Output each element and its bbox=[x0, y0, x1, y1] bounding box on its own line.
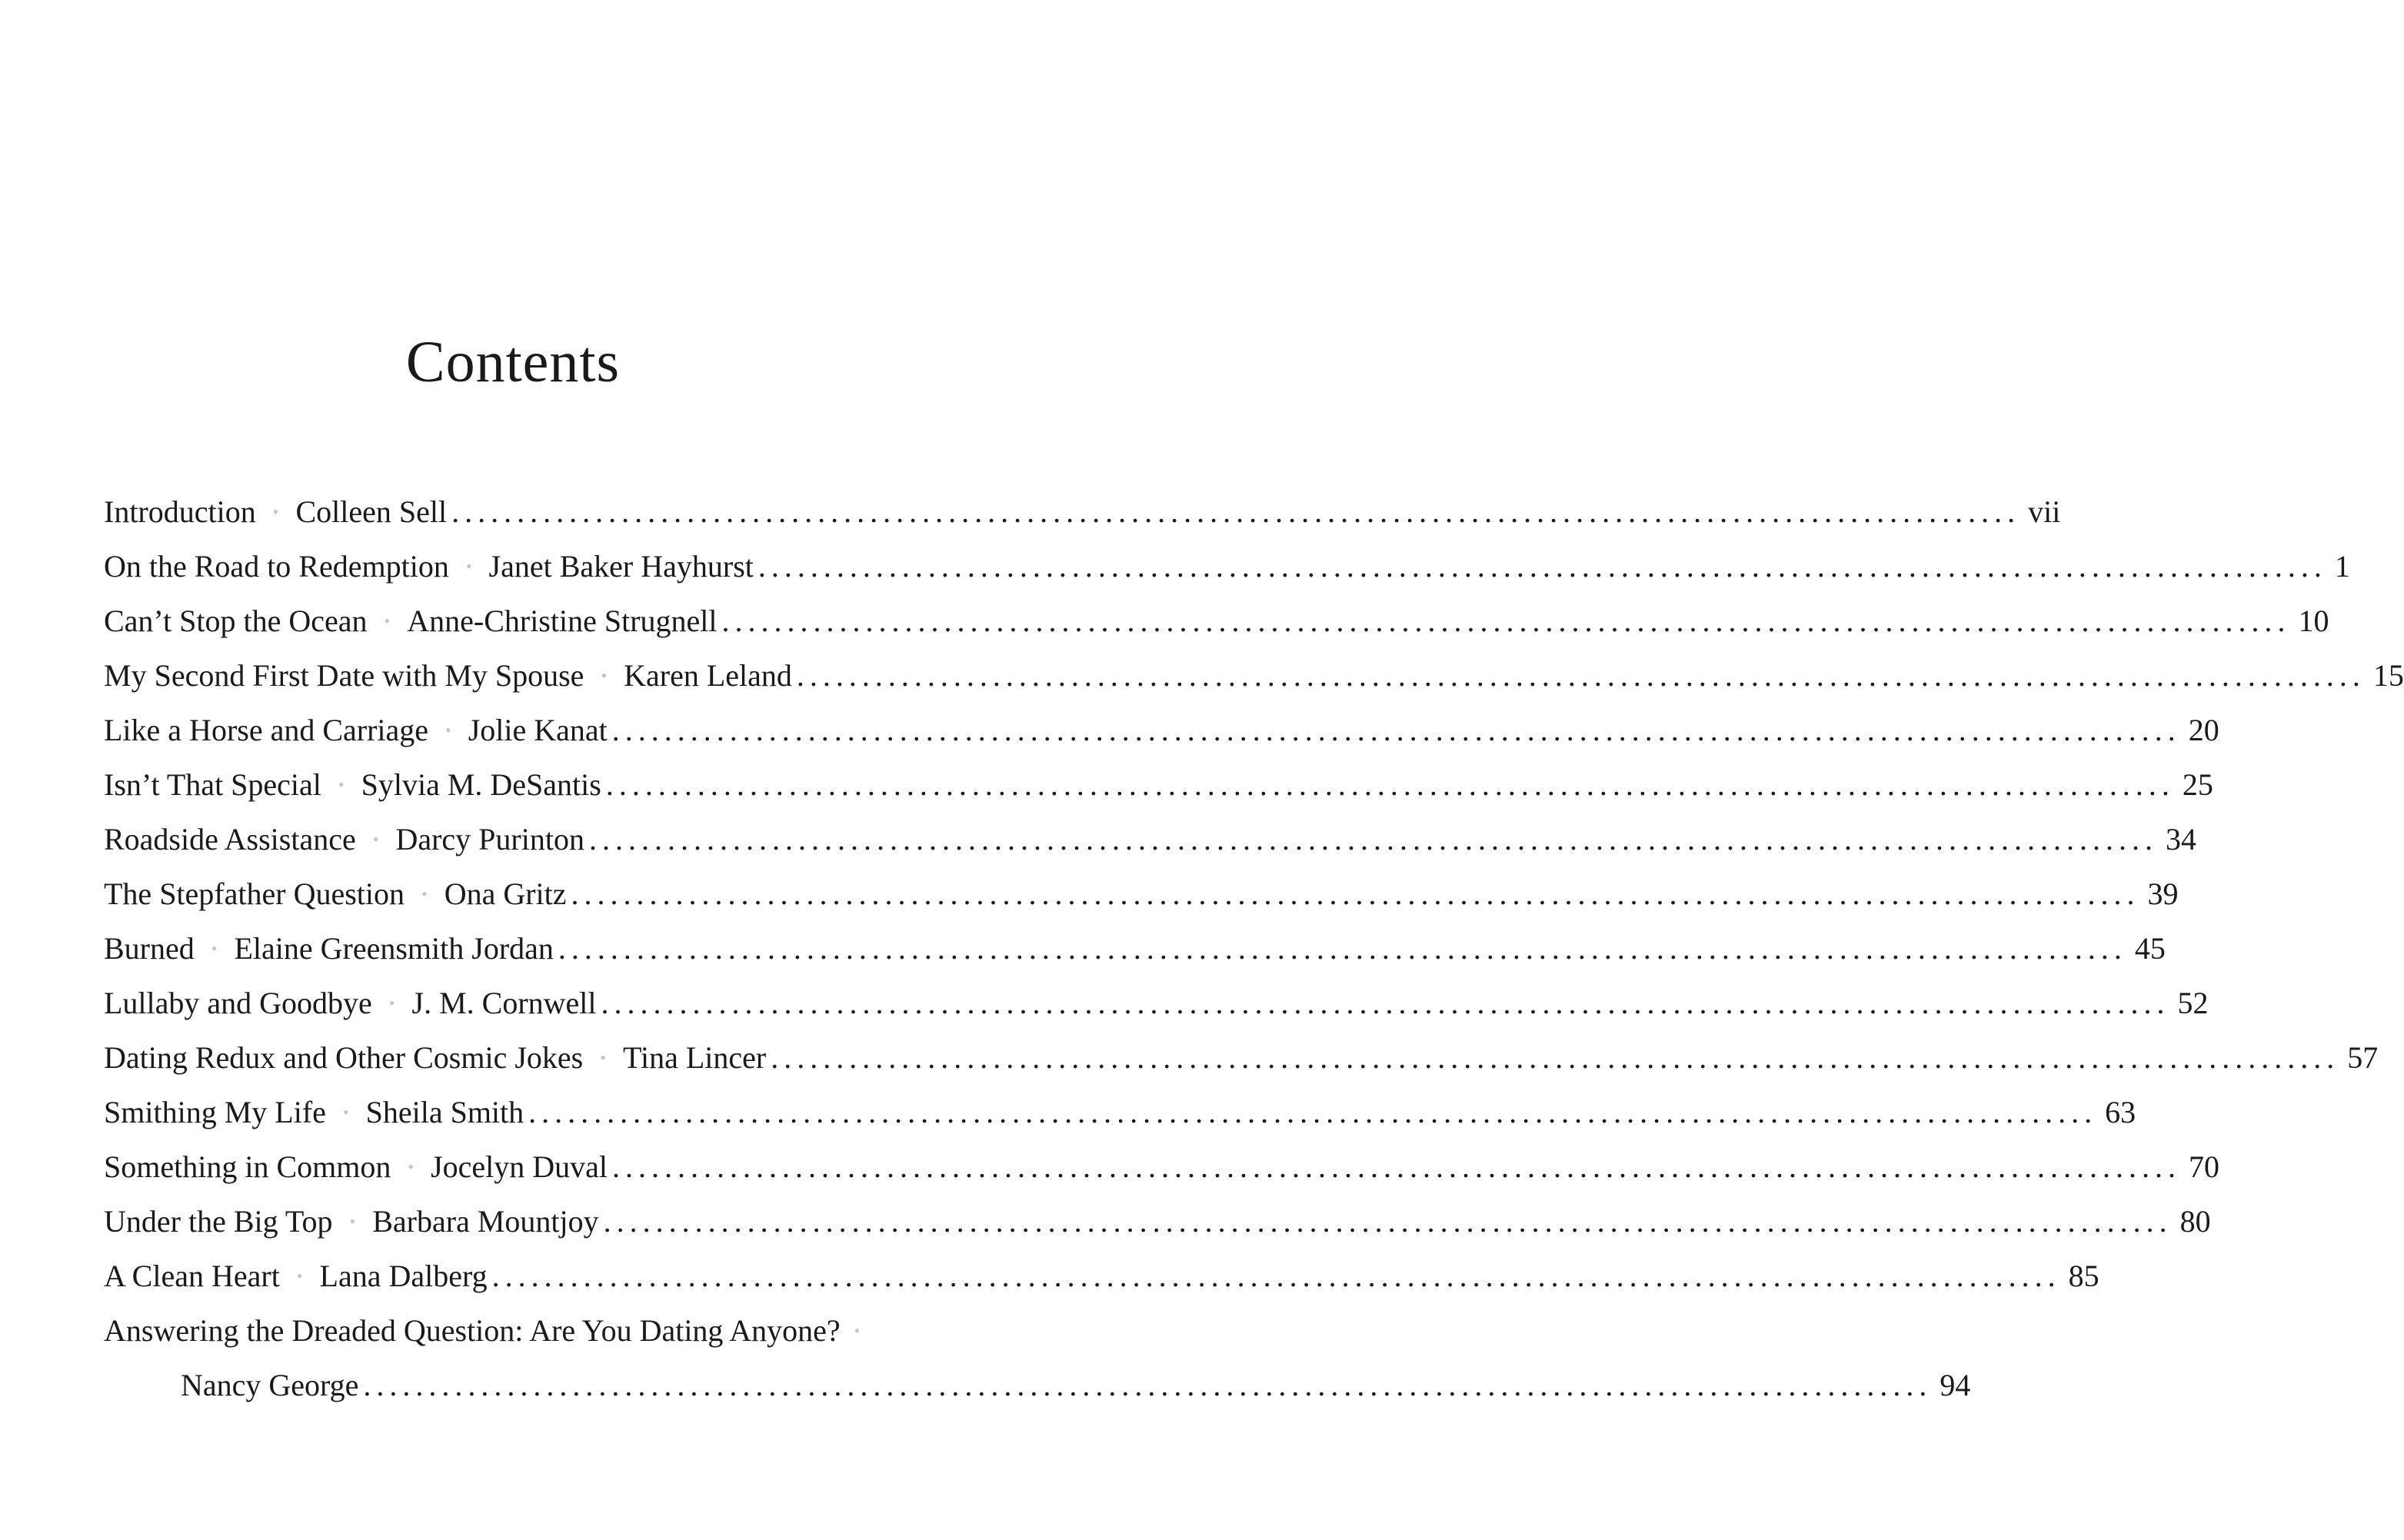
entry-label bbox=[104, 648, 792, 707]
entry-title: Introduction bbox=[104, 494, 256, 529]
dot-leader: ........................................................................................................................ bbox=[528, 1095, 2098, 1129]
separator-dot: • bbox=[338, 775, 345, 794]
dot-leader: ........................................................................................................................ bbox=[451, 494, 2021, 529]
entry-page-number: 1 bbox=[2334, 549, 2350, 584]
entry-title: Can’t Stop the Ocean bbox=[104, 604, 368, 638]
entry-title: Roadside Assistance bbox=[104, 822, 356, 856]
table-of-contents bbox=[104, 484, 2404, 1412]
entry-page-number: 25 bbox=[2182, 767, 2213, 802]
dot-leader: ........................................................................................................................ bbox=[611, 713, 2181, 747]
dot-leader: ........................................................................................................................ bbox=[771, 1040, 2340, 1075]
entry-author: Sheila Smith bbox=[365, 1095, 524, 1129]
separator-dot: • bbox=[445, 720, 451, 740]
toc-entry bbox=[104, 812, 2196, 866]
separator-dot: • bbox=[342, 1103, 349, 1122]
entry-author: Ona Gritz bbox=[444, 876, 567, 911]
entry-label bbox=[104, 539, 754, 598]
toc-entry bbox=[104, 757, 2213, 812]
entry-title: Answering the Dreaded Question: Are You Dating Anyone? bbox=[104, 1313, 841, 1348]
toc-entry-title-line bbox=[104, 1303, 919, 1358]
dot-leader: ........................................................................................................................ bbox=[601, 986, 2170, 1020]
toc-entry bbox=[104, 1139, 2220, 1194]
dot-leader: ........................................................................................................................ bbox=[603, 1204, 2173, 1239]
dot-leader: ........................................................................................................................ bbox=[491, 1259, 2061, 1293]
entry-page-number: 15 bbox=[2372, 658, 2404, 693]
toc-entry bbox=[104, 976, 2209, 1030]
page-title: Contents bbox=[405, 329, 621, 394]
entry-label bbox=[104, 703, 608, 762]
entry-page-number: 34 bbox=[2165, 822, 2196, 856]
dot-leader: ........................................................................................................................ bbox=[588, 822, 2158, 856]
entry-title: On the Road to Redemption bbox=[104, 549, 449, 584]
entry-author: Anne-Christine Strugnell bbox=[407, 604, 718, 638]
entry-page-number: 20 bbox=[2188, 713, 2219, 747]
entry-label bbox=[104, 976, 597, 1035]
entry-label bbox=[104, 1194, 599, 1253]
separator-dot: • bbox=[465, 557, 472, 576]
entry-page-number: 80 bbox=[2179, 1204, 2211, 1239]
toc-entry bbox=[104, 1249, 2099, 1303]
dot-leader: ........................................................................................................................ bbox=[757, 549, 2327, 584]
entry-page-number: 52 bbox=[2177, 986, 2209, 1020]
entry-author: Sylvia M. DeSantis bbox=[361, 767, 601, 802]
toc-entry bbox=[104, 921, 2166, 976]
entry-author: Janet Baker Hayhurst bbox=[488, 549, 754, 584]
entry-label bbox=[104, 1139, 608, 1199]
toc-entry bbox=[104, 648, 2404, 703]
entry-page-number: 39 bbox=[2147, 876, 2179, 911]
entry-page-number: 10 bbox=[2298, 604, 2329, 638]
toc-entry bbox=[104, 594, 2329, 648]
entry-title: A Clean Heart bbox=[104, 1259, 280, 1293]
entry-author: Jocelyn Duval bbox=[431, 1149, 608, 1184]
entry-title: Isn’t That Special bbox=[104, 767, 321, 802]
entry-label bbox=[104, 812, 584, 871]
dot-leader: ........................................................................................................................ bbox=[605, 767, 2175, 802]
entry-author: Colleen Sell bbox=[295, 494, 448, 529]
separator-dot: • bbox=[601, 666, 608, 685]
entry-label bbox=[104, 1249, 488, 1308]
entry-label bbox=[104, 757, 601, 817]
toc-entry bbox=[104, 539, 2350, 594]
entry-label bbox=[104, 866, 567, 926]
separator-dot: • bbox=[372, 830, 379, 849]
separator-dot: • bbox=[600, 1048, 606, 1067]
dot-leader: ........................................................................................................................ bbox=[558, 931, 2127, 966]
dot-leader: ........................................................................................................................ bbox=[612, 1149, 2182, 1184]
entry-title: Smithing My Life bbox=[104, 1095, 326, 1129]
separator-dot: • bbox=[388, 993, 395, 1013]
entry-author: Darcy Purinton bbox=[395, 822, 584, 856]
entry-label bbox=[104, 1085, 524, 1144]
separator-dot: • bbox=[349, 1212, 356, 1231]
entry-title: Under the Big Top bbox=[104, 1204, 333, 1239]
toc-entry bbox=[104, 703, 2219, 757]
toc-entry bbox=[104, 1194, 2211, 1249]
entry-page-number: vii bbox=[2028, 494, 2061, 529]
entry-page-number: 70 bbox=[2189, 1149, 2220, 1184]
entry-title: Lullaby and Goodbye bbox=[104, 986, 372, 1020]
entry-author: Nancy George bbox=[181, 1368, 359, 1402]
dot-leader: ........................................................................................................................ bbox=[721, 604, 2291, 638]
separator-dot: • bbox=[854, 1321, 861, 1340]
toc-entry-author-line bbox=[104, 1358, 1971, 1412]
toc-entry bbox=[104, 866, 2179, 921]
entry-title: Burned bbox=[104, 931, 195, 966]
entry-author: J. M. Cornwell bbox=[411, 986, 597, 1020]
dot-leader: ........................................................................................................................ bbox=[363, 1368, 1933, 1402]
separator-dot: • bbox=[384, 611, 391, 630]
entry-label bbox=[104, 1030, 766, 1089]
toc-entry bbox=[104, 484, 2061, 539]
separator-dot: • bbox=[421, 884, 428, 903]
entry-author: Elaine Greensmith Jordan bbox=[234, 931, 554, 966]
dot-leader: ........................................................................................................................ bbox=[571, 876, 2140, 911]
separator-dot: • bbox=[272, 502, 279, 521]
toc-entry bbox=[104, 1085, 2136, 1139]
entry-title: The Stepfather Question bbox=[104, 876, 405, 911]
entry-page-number: 45 bbox=[2134, 931, 2166, 966]
entry-page-number: 85 bbox=[2068, 1259, 2099, 1293]
entry-author: Karen Leland bbox=[624, 658, 792, 693]
entry-title: My Second First Date with My Spouse bbox=[104, 658, 584, 693]
entry-title: Like a Horse and Carriage bbox=[104, 713, 429, 747]
entry-page-number: 57 bbox=[2347, 1040, 2379, 1075]
dot-leader: ........................................................................................................................ bbox=[796, 658, 2366, 693]
separator-dot: • bbox=[408, 1157, 415, 1176]
entry-page-number: 94 bbox=[1940, 1368, 1971, 1402]
entry-title: Something in Common bbox=[104, 1149, 391, 1184]
toc-entries bbox=[104, 484, 2404, 1303]
entry-label bbox=[104, 921, 554, 980]
entry-author: Tina Lincer bbox=[622, 1040, 767, 1075]
entry-page-number: 63 bbox=[2105, 1095, 2136, 1129]
entry-label bbox=[104, 484, 447, 544]
entry-label bbox=[104, 594, 718, 653]
separator-dot: • bbox=[211, 939, 218, 958]
entry-author: Jolie Kanat bbox=[468, 713, 608, 747]
entry-title: Dating Redux and Other Cosmic Jokes bbox=[104, 1040, 584, 1075]
separator-dot: • bbox=[296, 1266, 303, 1286]
toc-entry bbox=[104, 1030, 2379, 1085]
entry-author: Barbara Mountjoy bbox=[372, 1204, 599, 1239]
entry-author: Lana Dalberg bbox=[319, 1259, 488, 1293]
